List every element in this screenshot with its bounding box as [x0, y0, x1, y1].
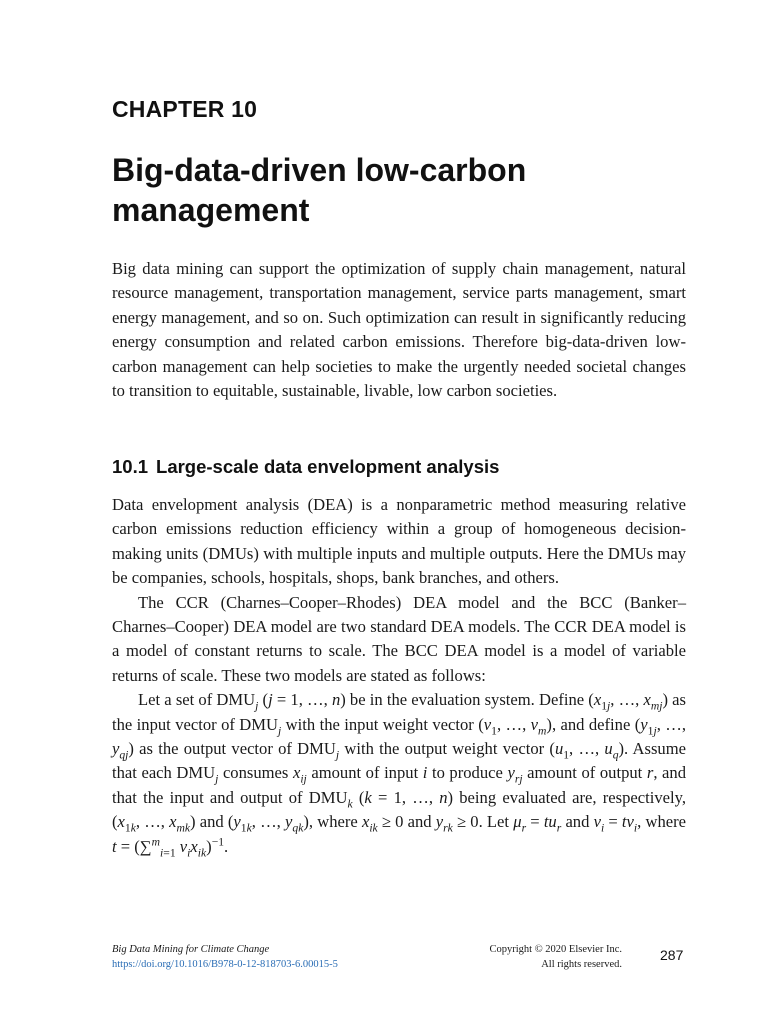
rights-text: All rights reserved. — [541, 959, 622, 970]
section-paragraph-2: The CCR (Charnes–Cooper–Rhodes) DEA model and the BCC (Banker–Charnes–Cooper) DEA model are two standard DEA models. The CCR DEA model is a model of constant returns to scale. The BCC DEA model is a model of variable returns of scale. These two models are stated as follows: — [112, 592, 686, 685]
doi-link[interactable]: https://doi.org/10.1016/B978-0-12-818703-6.00015-5 — [112, 959, 338, 970]
chapter-label: CHAPTER 10 — [112, 96, 258, 122]
section-heading — [112, 456, 499, 478]
section-body — [112, 493, 686, 859]
footer-copyright — [460, 942, 622, 972]
page-number: 287 — [660, 947, 684, 963]
intro-paragraph: Big data mining can support the optimization of supply chain management, natural resource management, transportation management, service parts management, smart energy management, and so on. Such optimization can result in significantly reducing energy consumption and related carbon emissions. Therefore big-data-driven low-carbon management can help societies to make the urgently needed societal changes to transition to equitable, sustainable, livable, low carbon societies. — [112, 259, 686, 401]
copyright-text: Copyright © 2020 Elsevier Inc. — [489, 944, 622, 955]
book-title: Big Data Mining for Climate Change — [112, 944, 270, 955]
footer-citation — [112, 942, 338, 972]
chapter-title: Big-data-driven low-carbon management — [112, 152, 527, 228]
section-paragraph-1: Data envelopment analysis (DEA) is a nonparametric method measuring relative carbon emissions reduction efficiency within a group of homogeneous decision-making units (DMUs) with multiple inputs and multiple outputs. Here the DMUs may be companies, schools, hospitals, shops, bank branches, and others. — [112, 495, 686, 588]
section-title: Large-scale data envelopment analysis — [156, 456, 500, 477]
section-number: 10.1 — [112, 456, 149, 477]
section-paragraph-3: Let a set of $DMU_j$ (j = 1, …, n) be in the evaluation system. Define ($x_{1j}$, …, $x_{mj}$) as the input vector of $DMU_j$ with the input weight vector ($v_1$, …, $v_m$), and define ($y_{1j}$, …, $y_{qj}$) as the output vector of $DMU_j$ with the output weight vector ($u_1$, …, $u_q$). Assume that each $DMU_j$ consumes $x_{ij}$ amount of input i to produce $y_{rj}$ amount of output r, and that the input and output of $DMU_k$ (k = 1, …, n) being evaluated are, respectively, ($x_{1k}$, …, $x_{mk}$) and ($y_{1k}$, …, $y_{qk}$), where $x_{ik} \ge 0$ and $y_{rk} \ge 0$. Let $\mu_r = tu_r$ and $\nu_i = tv_i$, where t = (∑$^m_{i=1}$ $v_ix_{ik})^{-1}$. — [112, 690, 687, 859]
